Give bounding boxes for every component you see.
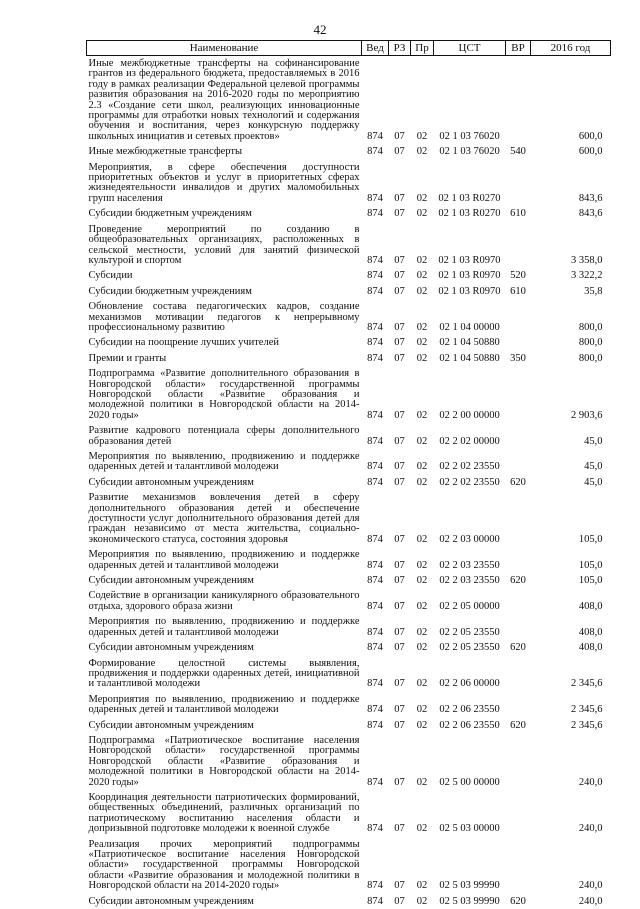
- row-rz-cell: 07: [389, 335, 411, 350]
- row-ved-cell: 874: [362, 475, 389, 490]
- header-ved: Вед: [362, 41, 389, 56]
- row-ved-cell: 874: [362, 894, 389, 909]
- row-name-cell: Субсидии бюджетным учреждениям: [87, 206, 362, 221]
- table-row: [87, 366, 611, 423]
- row-vr-cell: 620: [506, 573, 531, 588]
- row-ved-cell: 874: [362, 733, 389, 790]
- row-pr-cell: 02: [411, 351, 434, 366]
- row-vr-cell: 350: [506, 351, 531, 366]
- row-pr-cell: 02: [411, 614, 434, 640]
- row-rz-cell: 07: [389, 449, 411, 475]
- row-cst-cell: 02 1 04 50880: [434, 351, 506, 366]
- row-name-cell: Формирование целостной системы выявления, продвижения и поддержки одаренных детей, инициативной и талантливой молодежи: [87, 656, 362, 692]
- table-row: [87, 284, 611, 299]
- row-amount-cell: 408,0: [531, 640, 611, 655]
- row-name-cell: Премии и гранты: [87, 351, 362, 366]
- row-cst-cell: 02 2 02 23550: [434, 449, 506, 475]
- row-pr-cell: 02: [411, 837, 434, 894]
- row-pr-cell: 02: [411, 733, 434, 790]
- row-name-cell: Обновление состава педагогических кадров, создание механизмов мотивации педагогов к непрерывному профессиональному развитию: [87, 299, 362, 335]
- table-row: [87, 423, 611, 449]
- row-pr-cell: 02: [411, 335, 434, 350]
- row-amount-cell: 3 358,0: [531, 222, 611, 269]
- row-rz-cell: 07: [389, 351, 411, 366]
- row-rz-cell: 07: [389, 490, 411, 547]
- row-pr-cell: 02: [411, 718, 434, 733]
- row-name-cell: Иные межбюджетные трансферты на софинансирование грантов из федерального бюджета, предоставляемых в 2016 году в рамках реализации Федеральной целевой программы развития образования на 2016-2020 годы по мероприятию 2.3 «Создание сети школ, реализующих инновационные программы для отработки новых технологий и содержания обучения и воспитания, через конкурсную поддержку школьных инициатив и сетевых проектов»: [87, 56, 362, 145]
- row-vr-cell: [506, 614, 531, 640]
- row-ved-cell: 874: [362, 299, 389, 335]
- table-row: [87, 222, 611, 269]
- row-amount-cell: 105,0: [531, 490, 611, 547]
- row-ved-cell: 874: [362, 222, 389, 269]
- row-name-cell: Мероприятия по выявлению, продвижению и поддержке одаренных детей и талантливой молодежи: [87, 614, 362, 640]
- table-row: [87, 894, 611, 909]
- row-rz-cell: 07: [389, 144, 411, 159]
- row-rz-cell: 07: [389, 692, 411, 718]
- table-body: [87, 56, 611, 909]
- table-row: [87, 640, 611, 655]
- row-ved-cell: 874: [362, 588, 389, 614]
- row-ved-cell: 874: [362, 160, 389, 207]
- row-rz-cell: 07: [389, 656, 411, 692]
- table-row: [87, 614, 611, 640]
- row-cst-cell: 02 2 05 23550: [434, 640, 506, 655]
- row-amount-cell: 2 345,6: [531, 718, 611, 733]
- row-rz-cell: 07: [389, 268, 411, 283]
- row-amount-cell: 800,0: [531, 335, 611, 350]
- table-header-row: [87, 41, 611, 56]
- row-pr-cell: 02: [411, 573, 434, 588]
- row-name-cell: Субсидии автономным учреждениям: [87, 718, 362, 733]
- row-name-cell: Развитие кадрового потенциала сферы дополнительного образования детей: [87, 423, 362, 449]
- row-vr-cell: 620: [506, 475, 531, 490]
- row-pr-cell: 02: [411, 894, 434, 909]
- table-row: [87, 268, 611, 283]
- table-row: [87, 733, 611, 790]
- row-ved-cell: 874: [362, 573, 389, 588]
- table-row: [87, 206, 611, 221]
- table-row: [87, 837, 611, 894]
- row-cst-cell: 02 2 03 23550: [434, 573, 506, 588]
- row-ved-cell: 874: [362, 144, 389, 159]
- row-vr-cell: [506, 366, 531, 423]
- row-vr-cell: [506, 790, 531, 837]
- row-ved-cell: 874: [362, 351, 389, 366]
- row-cst-cell: 02 1 03 R0270: [434, 160, 506, 207]
- row-pr-cell: 02: [411, 160, 434, 207]
- row-ved-cell: 874: [362, 206, 389, 221]
- row-name-cell: Субсидии: [87, 268, 362, 283]
- row-ved-cell: 874: [362, 692, 389, 718]
- row-name-cell: Субсидии на поощрение лучших учителей: [87, 335, 362, 350]
- table-row: [87, 335, 611, 350]
- row-amount-cell: 2 903,6: [531, 366, 611, 423]
- row-rz-cell: 07: [389, 790, 411, 837]
- row-name-cell: Мероприятия по выявлению, продвижению и поддержке одаренных детей и талантливой молодежи: [87, 449, 362, 475]
- row-amount-cell: 105,0: [531, 573, 611, 588]
- row-cst-cell: 02 2 05 00000: [434, 588, 506, 614]
- table-row: [87, 718, 611, 733]
- row-amount-cell: 843,6: [531, 206, 611, 221]
- row-pr-cell: 02: [411, 656, 434, 692]
- row-amount-cell: 105,0: [531, 547, 611, 573]
- table-row: [87, 56, 611, 145]
- row-cst-cell: 02 2 06 23550: [434, 692, 506, 718]
- row-cst-cell: 02 2 02 23550: [434, 475, 506, 490]
- row-amount-cell: 45,0: [531, 423, 611, 449]
- row-pr-cell: 02: [411, 475, 434, 490]
- row-amount-cell: 600,0: [531, 56, 611, 145]
- row-name-cell: Проведение мероприятий по созданию в общеобразовательных организациях, расположенных в сельской местности, условий для занятий физической культурой и спортом: [87, 222, 362, 269]
- table-row: [87, 588, 611, 614]
- row-pr-cell: 02: [411, 144, 434, 159]
- row-rz-cell: 07: [389, 547, 411, 573]
- row-ved-cell: 874: [362, 837, 389, 894]
- row-amount-cell: 600,0: [531, 144, 611, 159]
- row-amount-cell: 843,6: [531, 160, 611, 207]
- row-name-cell: Содействие в организации каникулярного образовательного отдыха, здорового образа жизни: [87, 588, 362, 614]
- row-cst-cell: 02 2 06 23550: [434, 718, 506, 733]
- row-amount-cell: 240,0: [531, 894, 611, 909]
- header-rz: РЗ: [389, 41, 411, 56]
- row-rz-cell: 07: [389, 56, 411, 145]
- row-vr-cell: 620: [506, 640, 531, 655]
- row-cst-cell: 02 5 03 99990: [434, 894, 506, 909]
- row-ved-cell: 874: [362, 449, 389, 475]
- row-cst-cell: 02 1 03 76020: [434, 56, 506, 145]
- row-vr-cell: [506, 56, 531, 145]
- row-name-cell: Субсидии бюджетным учреждениям: [87, 284, 362, 299]
- row-cst-cell: 02 2 02 00000: [434, 423, 506, 449]
- row-amount-cell: 408,0: [531, 588, 611, 614]
- row-vr-cell: [506, 547, 531, 573]
- row-cst-cell: 02 2 03 23550: [434, 547, 506, 573]
- row-ved-cell: 874: [362, 423, 389, 449]
- row-ved-cell: 874: [362, 790, 389, 837]
- row-vr-cell: [506, 490, 531, 547]
- header-cst: ЦСТ: [434, 41, 506, 56]
- row-vr-cell: [506, 222, 531, 269]
- page-number: 42: [0, 22, 640, 38]
- row-cst-cell: 02 1 03 76020: [434, 144, 506, 159]
- row-amount-cell: 800,0: [531, 299, 611, 335]
- row-ved-cell: 874: [362, 335, 389, 350]
- row-amount-cell: 408,0: [531, 614, 611, 640]
- row-vr-cell: [506, 656, 531, 692]
- table-row: [87, 547, 611, 573]
- row-vr-cell: 540: [506, 144, 531, 159]
- row-rz-cell: 07: [389, 299, 411, 335]
- table-row: [87, 790, 611, 837]
- header-year: 2016 год: [531, 41, 611, 56]
- row-rz-cell: 07: [389, 733, 411, 790]
- row-vr-cell: 620: [506, 894, 531, 909]
- row-pr-cell: 02: [411, 366, 434, 423]
- row-pr-cell: 02: [411, 222, 434, 269]
- table-row: [87, 692, 611, 718]
- row-pr-cell: 02: [411, 449, 434, 475]
- row-rz-cell: 07: [389, 614, 411, 640]
- row-name-cell: Иные межбюджетные трансферты: [87, 144, 362, 159]
- row-name-cell: Субсидии автономным учреждениям: [87, 475, 362, 490]
- row-rz-cell: 07: [389, 206, 411, 221]
- row-vr-cell: [506, 423, 531, 449]
- row-cst-cell: 02 5 03 00000: [434, 790, 506, 837]
- row-amount-cell: 800,0: [531, 351, 611, 366]
- row-ved-cell: 874: [362, 490, 389, 547]
- table-row: [87, 475, 611, 490]
- row-amount-cell: 3 322,2: [531, 268, 611, 283]
- row-cst-cell: 02 1 03 R0970: [434, 284, 506, 299]
- header-pr: Пр: [411, 41, 434, 56]
- header-name: Наименование: [87, 41, 362, 56]
- row-amount-cell: 2 345,6: [531, 656, 611, 692]
- row-pr-cell: 02: [411, 423, 434, 449]
- row-name-cell: Развитие механизмов вовлечения детей в сферу дополнительного образования детей и обеспечение доступности услуг дополнительного образования детей для граждан независимо от места жительства, социально-экономического статуса, состояния здоровья: [87, 490, 362, 547]
- row-pr-cell: 02: [411, 692, 434, 718]
- row-cst-cell: 02 5 00 00000: [434, 733, 506, 790]
- row-cst-cell: 02 1 03 R0970: [434, 222, 506, 269]
- row-cst-cell: 02 2 05 23550: [434, 614, 506, 640]
- row-rz-cell: 07: [389, 718, 411, 733]
- row-name-cell: Мероприятия по выявлению, продвижению и поддержке одаренных детей и талантливой молодежи: [87, 547, 362, 573]
- row-name-cell: Субсидии автономным учреждениям: [87, 573, 362, 588]
- row-amount-cell: 240,0: [531, 790, 611, 837]
- row-cst-cell: 02 2 03 00000: [434, 490, 506, 547]
- row-vr-cell: [506, 692, 531, 718]
- row-name-cell: Реализация прочих мероприятий подпрограммы «Патриотическое воспитание населения Новгородской области» государственной программы Новгородской области «Развитие образования и молодежной политики в Новгородской области на 2014-2020 годы»: [87, 837, 362, 894]
- row-pr-cell: 02: [411, 206, 434, 221]
- row-cst-cell: 02 2 00 00000: [434, 366, 506, 423]
- row-vr-cell: 620: [506, 718, 531, 733]
- row-rz-cell: 07: [389, 573, 411, 588]
- row-rz-cell: 07: [389, 837, 411, 894]
- row-ved-cell: 874: [362, 366, 389, 423]
- row-cst-cell: 02 5 03 99990: [434, 837, 506, 894]
- row-pr-cell: 02: [411, 790, 434, 837]
- row-vr-cell: [506, 160, 531, 207]
- row-amount-cell: 2 345,6: [531, 692, 611, 718]
- row-pr-cell: 02: [411, 640, 434, 655]
- row-vr-cell: 610: [506, 206, 531, 221]
- row-pr-cell: 02: [411, 490, 434, 547]
- row-ved-cell: 874: [362, 56, 389, 145]
- row-vr-cell: 610: [506, 284, 531, 299]
- row-amount-cell: 45,0: [531, 449, 611, 475]
- row-vr-cell: [506, 449, 531, 475]
- row-ved-cell: 874: [362, 640, 389, 655]
- row-ved-cell: 874: [362, 284, 389, 299]
- row-vr-cell: [506, 588, 531, 614]
- row-vr-cell: 520: [506, 268, 531, 283]
- row-cst-cell: 02 2 06 00000: [434, 656, 506, 692]
- row-name-cell: Подпрограмма «Развитие дополнительного образования в Новгородской области» государственной программы Новгородской области «Развитие образования и молодежной политики в Новгородской области на 2014-2020 годы»: [87, 366, 362, 423]
- row-rz-cell: 07: [389, 640, 411, 655]
- row-pr-cell: 02: [411, 56, 434, 145]
- row-rz-cell: 07: [389, 475, 411, 490]
- table-row: [87, 656, 611, 692]
- row-ved-cell: 874: [362, 656, 389, 692]
- row-ved-cell: 874: [362, 547, 389, 573]
- row-vr-cell: [506, 733, 531, 790]
- row-name-cell: Субсидии автономным учреждениям: [87, 640, 362, 655]
- row-amount-cell: 240,0: [531, 837, 611, 894]
- table-row: [87, 299, 611, 335]
- row-amount-cell: 35,8: [531, 284, 611, 299]
- row-name-cell: Координация деятельности патриотических формирований, общественных объединений, различных организаций по патриотическому воспитанию населения области и допризывной подготовке молодежи к военной службе: [87, 790, 362, 837]
- table-row: [87, 573, 611, 588]
- row-cst-cell: 02 1 03 R0970: [434, 268, 506, 283]
- row-cst-cell: 02 1 03 R0270: [434, 206, 506, 221]
- row-rz-cell: 07: [389, 894, 411, 909]
- row-pr-cell: 02: [411, 588, 434, 614]
- row-name-cell: Мероприятия, в сфере обеспечения доступности приоритетных объектов и услуг в приоритетных сферах жизнедеятельности инвалидов и других маломобильных групп населения: [87, 160, 362, 207]
- row-pr-cell: 02: [411, 284, 434, 299]
- row-name-cell: Субсидии автономным учреждениям: [87, 894, 362, 909]
- table-row: [87, 160, 611, 207]
- row-pr-cell: 02: [411, 299, 434, 335]
- row-amount-cell: 45,0: [531, 475, 611, 490]
- header-vr: ВР: [506, 41, 531, 56]
- row-vr-cell: [506, 299, 531, 335]
- row-cst-cell: 02 1 04 00000: [434, 299, 506, 335]
- row-pr-cell: 02: [411, 547, 434, 573]
- budget-table: [86, 40, 611, 909]
- row-vr-cell: [506, 837, 531, 894]
- row-rz-cell: 07: [389, 222, 411, 269]
- row-cst-cell: 02 1 04 50880: [434, 335, 506, 350]
- row-rz-cell: 07: [389, 160, 411, 207]
- row-name-cell: Подпрограмма «Патриотическое воспитание населения Новгородской области» государственной программы Новгородской области «Развитие образования и молодежной политики в Новгородской области на 2014-2020 годы»: [87, 733, 362, 790]
- row-name-cell: Мероприятия по выявлению, продвижению и поддержке одаренных детей и талантливой молодежи: [87, 692, 362, 718]
- table-row: [87, 351, 611, 366]
- row-amount-cell: 240,0: [531, 733, 611, 790]
- row-ved-cell: 874: [362, 614, 389, 640]
- row-ved-cell: 874: [362, 268, 389, 283]
- row-rz-cell: 07: [389, 588, 411, 614]
- table-row: [87, 144, 611, 159]
- row-ved-cell: 874: [362, 718, 389, 733]
- row-pr-cell: 02: [411, 268, 434, 283]
- row-rz-cell: 07: [389, 423, 411, 449]
- table-row: [87, 490, 611, 547]
- table-row: [87, 449, 611, 475]
- row-rz-cell: 07: [389, 366, 411, 423]
- row-rz-cell: 07: [389, 284, 411, 299]
- row-vr-cell: [506, 335, 531, 350]
